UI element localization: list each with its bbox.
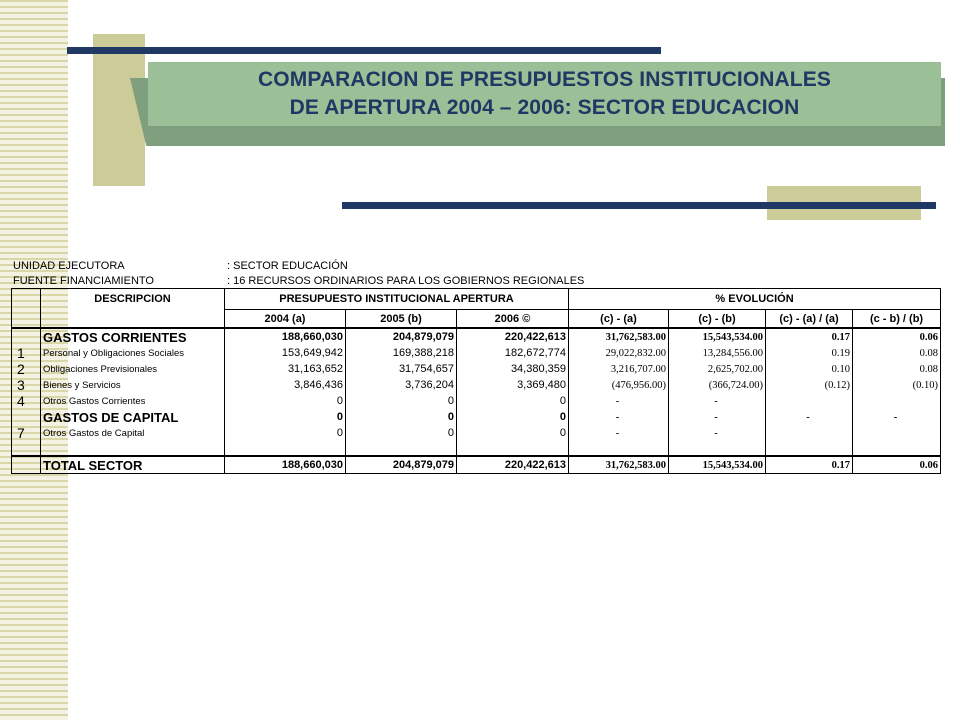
value-2006: 0 xyxy=(457,425,569,441)
header-year-2004: 2004 (a) xyxy=(225,310,346,329)
evol-c-b: - xyxy=(669,393,766,409)
header-year-2005: 2005 (b) xyxy=(346,310,457,329)
evol-ca-a: 0.17 xyxy=(766,328,853,345)
total-2005: 204,879,079 xyxy=(346,456,457,474)
evol-c-b: 15,543,534.00 xyxy=(669,328,766,345)
value-2006: 220,422,613 xyxy=(457,328,569,345)
header-evol-ca-a: (c) - (a) / (a) xyxy=(766,310,853,329)
header-row-1 xyxy=(12,289,941,310)
decorative-tan-bar-left xyxy=(93,34,145,186)
decorative-navy-line-top xyxy=(67,47,661,54)
evol-c-b: - xyxy=(669,425,766,441)
row-number: 7 xyxy=(12,425,41,441)
row-description: Bienes y Servicios xyxy=(41,377,225,393)
evol-c-a: (476,956.00) xyxy=(569,377,669,393)
row-number: 2 xyxy=(12,361,41,377)
table-row xyxy=(12,377,941,393)
value-2004: 3,846,436 xyxy=(225,377,346,393)
value-2006: 3,369,480 xyxy=(457,377,569,393)
value-2006: 34,380,359 xyxy=(457,361,569,377)
row-number: 3 xyxy=(12,377,41,393)
evol-cb-b xyxy=(853,425,941,441)
meta-key: FUENTE FINANCIAMIENTO xyxy=(13,275,154,287)
evol-cb-b xyxy=(853,393,941,409)
meta-value: : SECTOR EDUCACIÓN xyxy=(227,260,348,272)
meta-key: UNIDAD EJECUTORA xyxy=(13,260,125,272)
total-evol-c-a: 31,762,583.00 xyxy=(569,456,669,474)
header-evol-cb-b: (c - b) / (b) xyxy=(853,310,941,329)
header-year-2006: 2006 © xyxy=(457,310,569,329)
value-2004: 188,660,030 xyxy=(225,328,346,345)
title-line-2: DE APERTURA 2004 – 2006: SECTOR EDUCACION xyxy=(289,96,800,119)
evol-cb-b: 0.08 xyxy=(853,345,941,361)
evol-cb-b: 0.08 xyxy=(853,361,941,377)
table-row xyxy=(12,393,941,409)
row-number: 1 xyxy=(12,345,41,361)
evol-ca-a: 0.19 xyxy=(766,345,853,361)
evol-ca-a xyxy=(766,393,853,409)
total-evol-ca-a: 0.17 xyxy=(766,456,853,474)
row-description: GASTOS CORRIENTES xyxy=(41,328,225,345)
value-2004: 0 xyxy=(225,425,346,441)
evol-c-b: (366,724.00) xyxy=(669,377,766,393)
row-description: Obligaciones Previsionales xyxy=(41,361,225,377)
value-2006: 182,672,774 xyxy=(457,345,569,361)
table-row xyxy=(12,328,941,345)
row-description: Otros Gastos de Capital xyxy=(41,425,225,441)
table-row xyxy=(12,409,941,425)
total-evol-cb-b: 0.06 xyxy=(853,456,941,474)
total-2004: 188,660,030 xyxy=(225,456,346,474)
meta-value: : 16 RECURSOS ORDINARIOS PARA LOS GOBIERNOS REGIONALES xyxy=(227,275,585,287)
header-evol-c-b: (c) - (b) xyxy=(669,310,766,329)
evol-ca-a: (0.12) xyxy=(766,377,853,393)
value-2005: 204,879,079 xyxy=(346,328,457,345)
evol-ca-a xyxy=(766,425,853,441)
value-2004: 153,649,942 xyxy=(225,345,346,361)
evol-cb-b: (0.10) xyxy=(853,377,941,393)
table-row xyxy=(12,425,941,441)
total-row xyxy=(12,456,941,474)
evol-c-b: 13,284,556.00 xyxy=(669,345,766,361)
row-number xyxy=(12,328,41,345)
value-2006: 0 xyxy=(457,409,569,425)
value-2005: 3,736,204 xyxy=(346,377,457,393)
evol-c-a: - xyxy=(569,393,669,409)
evol-c-a: 31,762,583.00 xyxy=(569,328,669,345)
evol-c-a: - xyxy=(569,425,669,441)
header-evol-c-a: (c) - (a) xyxy=(569,310,669,329)
header-descripcion: DESCRIPCION xyxy=(41,289,225,310)
slide-title xyxy=(148,62,941,126)
evol-c-a: 3,216,707.00 xyxy=(569,361,669,377)
row-description: Otros Gastos Corrientes xyxy=(41,393,225,409)
title-line-1: COMPARACION DE PRESUPUESTOS INSTITUCIONALES xyxy=(258,68,831,91)
budget-table xyxy=(11,288,941,474)
evol-c-a: 29,022,832.00 xyxy=(569,345,669,361)
row-number: 4 xyxy=(12,393,41,409)
value-2005: 0 xyxy=(346,409,457,425)
header-evolucion: % EVOLUCIÓN xyxy=(569,289,941,310)
value-2004: 0 xyxy=(225,393,346,409)
value-2005: 169,388,218 xyxy=(346,345,457,361)
evol-ca-a: - xyxy=(766,409,853,425)
decorative-navy-line-bottom xyxy=(342,202,936,209)
total-label: TOTAL SECTOR xyxy=(41,456,225,474)
value-2005: 31,754,657 xyxy=(346,361,457,377)
table-row xyxy=(12,345,941,361)
value-2005: 0 xyxy=(346,425,457,441)
evol-c-b: 2,625,702.00 xyxy=(669,361,766,377)
row-number xyxy=(12,409,41,425)
total-evol-c-b: 15,543,534.00 xyxy=(669,456,766,474)
value-2004: 31,163,652 xyxy=(225,361,346,377)
evol-c-b: - xyxy=(669,409,766,425)
header-presupuesto: PRESUPUESTO INSTITUCIONAL APERTURA xyxy=(225,289,569,310)
evol-c-a: - xyxy=(569,409,669,425)
evol-cb-b: - xyxy=(853,409,941,425)
row-description: Personal y Obligaciones Sociales xyxy=(41,345,225,361)
evol-ca-a: 0.10 xyxy=(766,361,853,377)
value-2004: 0 xyxy=(225,409,346,425)
table-row xyxy=(12,361,941,377)
evol-cb-b: 0.06 xyxy=(853,328,941,345)
value-2006: 0 xyxy=(457,393,569,409)
total-2006: 220,422,613 xyxy=(457,456,569,474)
value-2005: 0 xyxy=(346,393,457,409)
spacer-row xyxy=(12,441,941,456)
row-description: GASTOS DE CAPITAL xyxy=(41,409,225,425)
